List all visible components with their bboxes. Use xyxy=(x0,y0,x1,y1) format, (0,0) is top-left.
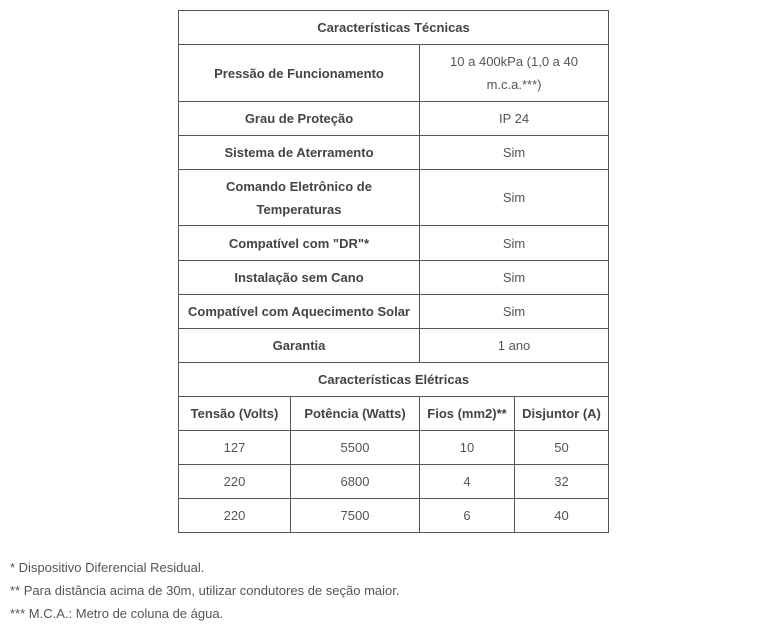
table-row xyxy=(179,102,609,136)
row-label: Compatível com Aquecimento Solar xyxy=(179,295,420,329)
cell-wires: 10 xyxy=(420,431,515,465)
cell-breaker: 50 xyxy=(515,431,609,465)
cell-breaker: 32 xyxy=(515,465,609,499)
row-label: Garantia xyxy=(179,329,420,363)
row-value: Sim xyxy=(420,170,609,226)
cell-wires: 6 xyxy=(420,499,515,533)
row-label: Instalação sem Cano xyxy=(179,261,420,295)
footnote: * Dispositivo Diferencial Residual. xyxy=(10,560,205,575)
row-value: Sim xyxy=(420,261,609,295)
tech-title: Características Técnicas xyxy=(179,11,609,45)
cell-power: 6800 xyxy=(291,465,420,499)
row-label: Compatível com "DR"* xyxy=(179,226,420,261)
footnote: *** M.C.A.: Metro de coluna de água. xyxy=(10,606,224,621)
col-header: Fios (mm2)** xyxy=(420,397,515,431)
row-label: Sistema de Aterramento xyxy=(179,136,420,170)
row-label: Pressão de Funcionamento xyxy=(179,45,420,102)
table-row xyxy=(179,499,609,533)
row-value: Sim xyxy=(420,136,609,170)
col-header: Potência (Watts) xyxy=(291,397,420,431)
col-header: Disjuntor (A) xyxy=(515,397,609,431)
row-label: Comando Eletrônico de Temperaturas xyxy=(179,170,420,226)
col-header: Tensão (Volts) xyxy=(179,397,291,431)
table-row xyxy=(179,261,609,295)
cell-power: 7500 xyxy=(291,499,420,533)
cell-voltage: 220 xyxy=(179,465,291,499)
table-row xyxy=(179,465,609,499)
cell-wires: 4 xyxy=(420,465,515,499)
row-value: 10 a 400kPa (1,0 a 40 m.c.a.***) xyxy=(420,45,609,102)
cell-voltage: 127 xyxy=(179,431,291,465)
table-row xyxy=(179,329,609,363)
footnotes xyxy=(10,556,399,625)
elec-title: Características Elétricas xyxy=(179,363,609,397)
table-row xyxy=(179,170,609,226)
footnote: ** Para distância acima de 30m, utilizar condutores de seção maior. xyxy=(10,583,400,598)
row-value: Sim xyxy=(420,295,609,329)
row-value: 1 ano xyxy=(420,329,609,363)
cell-power: 5500 xyxy=(291,431,420,465)
row-label: Grau de Proteção xyxy=(179,102,420,136)
table-row xyxy=(179,295,609,329)
cell-breaker: 40 xyxy=(515,499,609,533)
table-row xyxy=(179,136,609,170)
table-row xyxy=(179,431,609,465)
row-value: Sim xyxy=(420,226,609,261)
table-row xyxy=(179,45,609,102)
elec-header-row xyxy=(179,397,609,431)
row-value: IP 24 xyxy=(420,102,609,136)
table-row xyxy=(179,226,609,261)
specs-table xyxy=(178,10,609,533)
cell-voltage: 220 xyxy=(179,499,291,533)
